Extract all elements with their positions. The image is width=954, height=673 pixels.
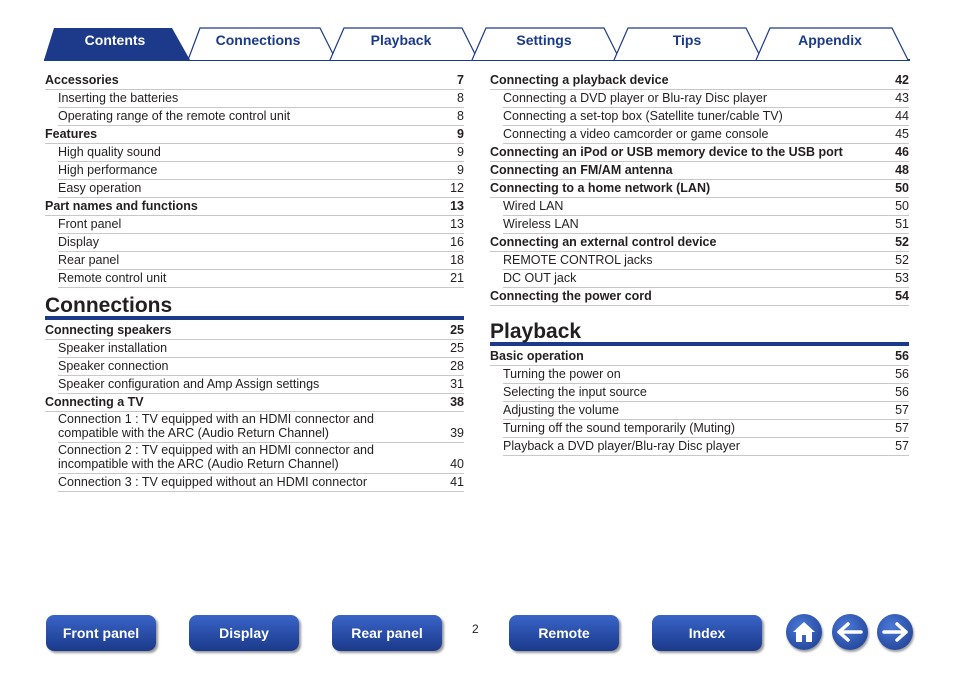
toc-entry-title: Connection 2 : TV equipped with an HDMI connector and incompatible with the ARC (Audio Return Channel) [58, 443, 374, 471]
toc-entry-title: Wireless LAN [503, 217, 579, 231]
toc-entry-page: 25 [450, 323, 464, 337]
toc-entry[interactable] [503, 108, 909, 126]
tab-appendix[interactable]: Appendix [798, 32, 862, 48]
toc-entry[interactable] [58, 270, 464, 288]
toc-entry-title: Speaker installation [58, 341, 168, 355]
toc-entry[interactable] [58, 216, 464, 234]
toc-entry-title: Front panel [58, 217, 122, 231]
toc-entry-title: Connecting a TV [45, 395, 144, 409]
toc-entry-page: 13 [450, 217, 464, 231]
toc-entry-page: 41 [450, 475, 464, 489]
toc-entry-title: Speaker configuration and Amp Assign settings [58, 377, 320, 391]
toc-entry[interactable] [503, 420, 909, 438]
toc-entry-page: 31 [450, 377, 464, 391]
right-column [490, 72, 909, 456]
toc-entry-page: 7 [457, 73, 464, 87]
toc-entry-title: Connecting the power cord [490, 289, 652, 303]
toc-entry-page: 57 [895, 421, 909, 435]
toc-entry-page: 18 [450, 253, 464, 267]
toc-entry-page: 45 [895, 127, 909, 141]
toc-entry[interactable] [503, 270, 909, 288]
forward-button[interactable] [877, 614, 913, 650]
toc-entry[interactable] [503, 216, 909, 234]
toc-entry-page: 40 [450, 457, 464, 471]
toc-entry-page: 9 [457, 163, 464, 177]
toc-entry-page: 50 [895, 199, 909, 213]
home-icon [791, 620, 817, 644]
toc-entry-title: Wired LAN [503, 199, 564, 213]
toc-entry-title: Connecting a set-top box (Satellite tuner/cable TV) [503, 109, 783, 123]
toc-list-connections [45, 322, 464, 492]
toc-entry-page: 52 [895, 253, 909, 267]
section-title-connections: Connections [45, 288, 464, 320]
left-column [45, 72, 464, 492]
toc-entry[interactable] [503, 198, 909, 216]
toc-entry-title: Operating range of the remote control unit [58, 109, 291, 123]
toc-heading[interactable] [490, 72, 909, 90]
toc-entry-page: 51 [895, 217, 909, 231]
toc-entry-title: Connecting speakers [45, 323, 172, 337]
tab-playback[interactable]: Playback [370, 32, 432, 48]
toc-heading[interactable] [45, 394, 464, 412]
toc-entry-title: Connection 1 : TV equipped with an HDMI connector and compatible with the ARC (Audio Return Channel) [58, 412, 374, 440]
toc-entry[interactable] [58, 340, 464, 358]
toc-entry-page: 9 [457, 127, 464, 141]
tab-shapes [0, 0, 954, 62]
toc-heading[interactable] [45, 198, 464, 216]
toc-entry-title: Easy operation [58, 181, 142, 195]
toc-entry-title: Features [45, 127, 98, 141]
toc-list-playback [490, 348, 909, 456]
toc-entry-page: 52 [895, 235, 909, 249]
rear-panel-button[interactable]: Rear panel [332, 615, 442, 651]
toc-entry-title: Connecting a DVD player or Blu-ray Disc player [503, 91, 767, 105]
toc-entry-title: Basic operation [490, 349, 584, 363]
toc-entry[interactable] [58, 234, 464, 252]
toc-entry[interactable] [58, 443, 464, 474]
toc-entry-title: Connecting to a home network (LAN) [490, 181, 711, 195]
toc-entry-title: Connecting an iPod or USB memory device to the USB port [490, 145, 843, 159]
toc-entry-page: 12 [450, 181, 464, 195]
toc-entry-page: 48 [895, 163, 909, 177]
toc-entry-title: Connecting a video camcorder or game console [503, 127, 769, 141]
tab-contents[interactable]: Contents [84, 32, 146, 48]
toc-heading[interactable] [490, 348, 909, 366]
toc-heading[interactable] [45, 72, 464, 90]
toc-entry-title: Connection 3 : TV equipped without an HDMI connector [58, 475, 367, 489]
toc-heading[interactable] [490, 180, 909, 198]
toc-entry-title: DC OUT jack [503, 271, 577, 285]
toc-entry-page: 13 [450, 199, 464, 213]
toc-entry-title: Speaker connection [58, 359, 169, 373]
toc-entry-page: 21 [450, 271, 464, 285]
toc-entry-page: 57 [895, 403, 909, 417]
toc-entry-title: Connecting an FM/AM antenna [490, 163, 673, 177]
toc-heading[interactable] [490, 144, 909, 162]
display-button[interactable]: Display [189, 615, 299, 651]
toc-entry[interactable] [58, 376, 464, 394]
toc-entry[interactable] [58, 162, 464, 180]
toc-entry-page: 9 [457, 145, 464, 159]
toc-entry[interactable] [58, 474, 464, 492]
toc-entry-page: 56 [895, 385, 909, 399]
toc-entry-page: 56 [895, 349, 909, 363]
toc-entry-title: Adjusting the volume [503, 403, 620, 417]
front-panel-button[interactable]: Front panel [46, 615, 156, 651]
toc-entry[interactable] [503, 366, 909, 384]
toc-entry[interactable] [58, 180, 464, 198]
toc-heading[interactable] [490, 162, 909, 180]
toc-list-connections-cont [490, 72, 909, 306]
toc-entry-page: 57 [895, 439, 909, 453]
toc-entry-title: Inserting the batteries [58, 91, 179, 105]
toc-entry-page: 38 [450, 395, 464, 409]
arrow-left-icon [837, 622, 863, 642]
toc-entry-title: REMOTE CONTROL jacks [503, 253, 653, 267]
toc-entry[interactable] [58, 90, 464, 108]
toc-entry-title: Remote control unit [58, 271, 167, 285]
toc-entry[interactable] [58, 144, 464, 162]
toc-entry-title: Accessories [45, 73, 119, 87]
toc-entry-page: 43 [895, 91, 909, 105]
toc-entry[interactable] [503, 402, 909, 420]
toc-entry-page: 50 [895, 181, 909, 195]
toc-entry[interactable] [503, 126, 909, 144]
toc-entry-page: 44 [895, 109, 909, 123]
index-button[interactable]: Index [652, 615, 762, 651]
toc-entry-page: 25 [450, 341, 464, 355]
toc-entry-title: Turning the power on [503, 367, 621, 381]
toc-entry-title: Connecting an external control device [490, 235, 717, 249]
toc-entry-page: 46 [895, 145, 909, 159]
toc-entry-page: 53 [895, 271, 909, 285]
toc-entry-page: 8 [457, 109, 464, 123]
toc-heading[interactable] [490, 288, 909, 306]
toc-entry-page: 28 [450, 359, 464, 373]
toc-entry-title: Playback a DVD player/Blu-ray Disc player [503, 439, 740, 453]
arrow-right-icon [882, 622, 908, 642]
toc-entry-title: Selecting the input source [503, 385, 647, 399]
toc-heading[interactable] [45, 126, 464, 144]
toc-entry[interactable] [503, 90, 909, 108]
toc-entry-title: Display [58, 235, 99, 249]
home-button[interactable] [786, 614, 822, 650]
section-title-playback: Playback [490, 314, 909, 346]
toc-entry[interactable] [503, 438, 909, 456]
toc-entry-title: Rear panel [58, 253, 120, 267]
toc-entry-title: High quality sound [58, 145, 161, 159]
toc-entry[interactable] [503, 384, 909, 402]
toc-entry-page: 39 [450, 426, 464, 440]
toc-list-getting-started [45, 72, 464, 288]
toc-heading[interactable] [490, 234, 909, 252]
toc-entry-title: High performance [58, 163, 158, 177]
tab-connections[interactable]: Connections [215, 32, 301, 48]
page-number: 2 [472, 622, 479, 636]
toc-entry-page: 8 [457, 91, 464, 105]
tab-bar [0, 0, 954, 62]
toc-entry[interactable] [58, 108, 464, 126]
tab-settings[interactable]: Settings [516, 32, 572, 48]
toc-entry-page: 16 [450, 235, 464, 249]
toc-entry[interactable] [503, 252, 909, 270]
back-button[interactable] [832, 614, 868, 650]
toc-entry[interactable] [58, 358, 464, 376]
toc-entry-title: Part names and functions [45, 199, 198, 213]
toc-heading[interactable] [45, 322, 464, 340]
toc-entry-page: 54 [895, 289, 909, 303]
toc-entry[interactable] [58, 252, 464, 270]
toc-entry-page: 56 [895, 367, 909, 381]
tab-tips[interactable]: Tips [672, 32, 702, 48]
toc-entry-title: Connecting a playback device [490, 73, 669, 87]
toc-entry-title: Turning off the sound temporarily (Muting) [503, 421, 736, 435]
toc-entry-page: 42 [895, 73, 909, 87]
toc-entry[interactable] [58, 412, 464, 443]
remote-button[interactable]: Remote [509, 615, 619, 651]
